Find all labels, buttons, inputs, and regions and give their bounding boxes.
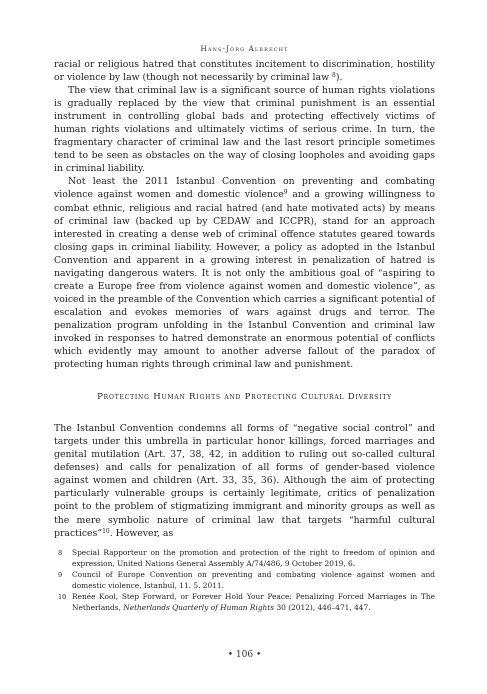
footnote xyxy=(54,592,435,613)
italic-text: Netherlands Quarterly of Human Rights xyxy=(123,602,275,612)
footnote-ref: 9 xyxy=(283,189,288,197)
section-heading: Protecting Human Rights and Protecting Cultural Diversity xyxy=(97,392,392,403)
footnote xyxy=(54,548,435,569)
body-text xyxy=(54,58,435,540)
footnote-number: 8 xyxy=(58,549,63,557)
paragraph xyxy=(54,422,435,539)
book-page xyxy=(54,0,435,694)
page-number: • 106 • xyxy=(227,650,262,660)
footnote-number: 10 xyxy=(58,593,67,602)
paragraphs-before-heading xyxy=(54,58,435,371)
footnote xyxy=(54,570,435,591)
paragraph xyxy=(54,58,435,84)
paragraph xyxy=(54,84,435,175)
footnote-number: 9 xyxy=(58,571,63,580)
text-run: Council of Europe Convention on preventing and combating violence against women and domestic violence, Istanbul, 11. 5. 2011. xyxy=(72,570,435,590)
text-run: The view that criminal law is a significant source of human rights violations is gradually replaced by the view that criminal punishment is an essential instrument in controlling global bads and protecting effectively victims of human rights violations and ultimately victims of serious crime. In turn, the fragmentary character of criminal law and the last resort principle sometimes tend to be seen as obstacles on the way of closing loopholes and avoiding gaps in criminal liability. xyxy=(54,85,435,175)
footnote-ref: 10 xyxy=(102,527,110,535)
text-run: . However, as xyxy=(109,527,174,539)
footnote-text xyxy=(72,548,435,569)
text-run: and a growing willingness to combat ethnic, religious and racial hatred (and hate motivated acts) by means of criminal law (backed up by CEDAW and ICCPR), stand for an approach interested in creating a dense web of criminal offence statutes geared towards closing gaps in criminal liability. However, a policy as adopted in the Istanbul Convention and apparent in a growing interest in penalization of hatred is navigating dangerous waters. It is not only the ambitious goal of “aspiring to create a Europe free from violence against women and domestic violence”, as voiced in the preamble of the Convention which carries a significant potential of escalation and evokes memories of wars against drugs and terror. The penalization program unfolding in the Istanbul Convention and criminal law invoked in responses to hatred demonstrate an enormous potential of conflicts which evidently may amount to another adverse fallout of the paradox of protecting human rights through criminal law and punishment. xyxy=(54,189,435,371)
text-run: The Istanbul Convention condemns all forms of “negative social control” and targets under this umbrella in particular honor killings, forced marriages and genital mutilation (Art. 37, 38, 42, in addition to ruling out so-called cultural defenses) and calls for penalization of all forms of gender-based violence against women and children (Art. 33, 35, 36). Although the aim of protecting particularly vulnerable groups is certainly legitimate, critics of penalization point to the problem of stigmatizing immigrant and minority groups as well as the mere symbolic nature of criminal law that targets “harmful cultural practices” xyxy=(54,423,435,539)
text-run: ). xyxy=(335,72,343,84)
text-run: Not least the 2011 Istanbul Convention on preventing and combating violence against women and domestic violence xyxy=(54,176,435,201)
text-run: racial or religious hatred that constitutes incitement to discrimination, hostility or violence by law (though not necessarily by criminal law xyxy=(54,59,435,84)
text-run: Special Rapporteur on the promotion and protection of the right to freedom of opinion and expression, United Nations General Assembly A/74/486, 9 October 2019, 6. xyxy=(72,548,435,568)
paragraph xyxy=(54,175,435,371)
footnote-ref: 8 xyxy=(331,72,336,80)
text-run: Renée Kool, Step Forward, or Forever Hold Your Peace: Penalizing Forced Marriages in The Netherlands, xyxy=(72,592,435,612)
footnote-text xyxy=(72,570,435,591)
footnote-text xyxy=(72,592,435,613)
footnotes xyxy=(54,548,435,615)
running-head: Hans-Jörg Albrecht xyxy=(200,44,289,53)
text-run: 30 (2012), 446–471, 447. xyxy=(274,602,371,612)
paragraphs-after-heading xyxy=(54,422,435,539)
